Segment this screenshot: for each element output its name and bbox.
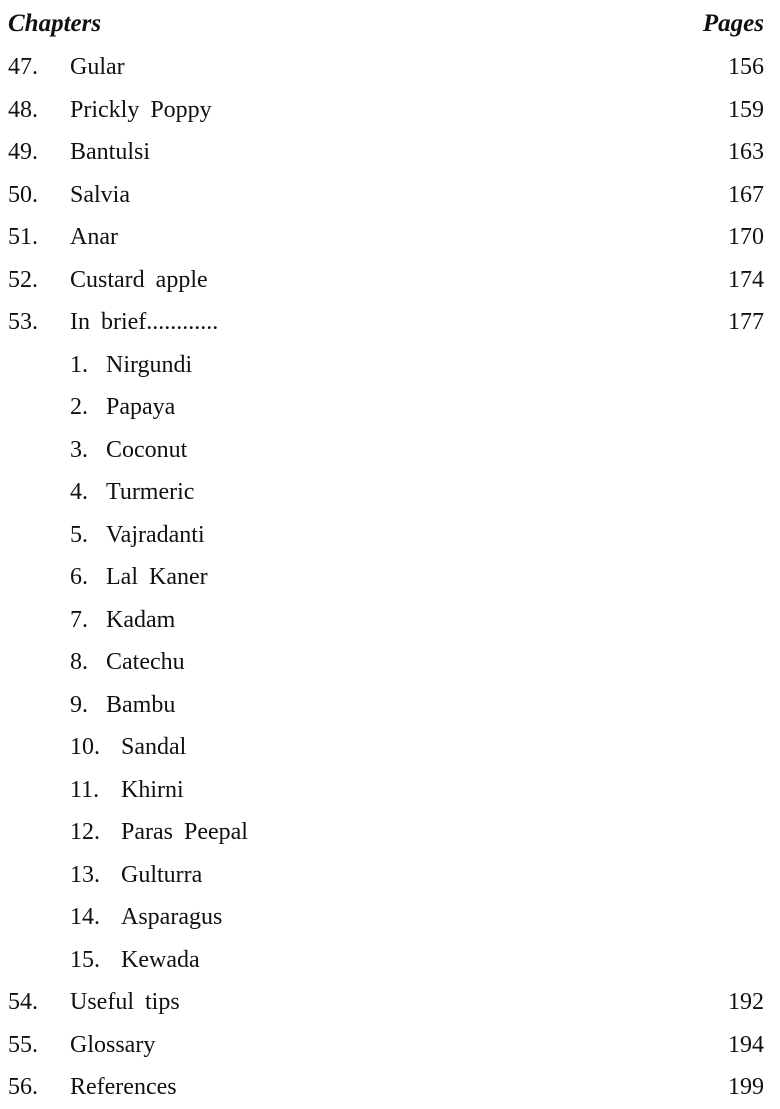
toc-subentry xyxy=(0,599,780,642)
subentry-number: 13. xyxy=(70,861,100,888)
page-number: 192 xyxy=(728,989,764,1015)
chapter-number: 55. xyxy=(8,1031,38,1058)
subentry-title: Lal Kaner xyxy=(106,564,208,590)
chapter-number: 49. xyxy=(8,139,38,165)
subentry-title: Kewada xyxy=(121,946,200,973)
subentry-title: Turmeric xyxy=(106,479,195,505)
subentry-number: 2. xyxy=(70,394,88,420)
toc-subentry xyxy=(0,939,780,982)
chapter-number: 51. xyxy=(8,224,38,250)
page-number: 156 xyxy=(728,54,764,80)
chapter-title: Glossary xyxy=(70,1031,156,1058)
page-number: 167 xyxy=(728,181,764,208)
chapter-title: Useful tips xyxy=(70,989,180,1015)
chapter-number: 53. xyxy=(8,309,38,335)
subentry-title: Vajradanti xyxy=(106,521,205,548)
toc-subentry xyxy=(0,344,780,387)
subentry-title: Bambu xyxy=(106,691,176,718)
subentry-title: Paras Peepal xyxy=(121,819,248,845)
subentry-title: Sandal xyxy=(121,734,187,760)
subentry-number: 8. xyxy=(70,649,88,675)
toc-subentry xyxy=(0,726,780,769)
subentry-title: Kadam xyxy=(106,606,176,633)
page-number: 170 xyxy=(728,224,764,250)
toc-subentry xyxy=(0,429,780,472)
toc-entry xyxy=(0,1066,780,1109)
toc-subentry xyxy=(0,769,780,812)
toc-entry xyxy=(0,89,780,132)
chapter-title: Salvia xyxy=(70,181,130,208)
chapter-title: Bantulsi xyxy=(70,139,151,165)
toc-entry xyxy=(0,1024,780,1067)
subentry-title: Asparagus xyxy=(121,904,223,930)
chapter-number: 54. xyxy=(8,989,38,1015)
chapter-number: 50. xyxy=(8,181,38,208)
toc-entry xyxy=(0,259,780,302)
subentry-number: 1. xyxy=(70,351,88,378)
chapter-title: Anar xyxy=(70,224,118,250)
toc-entry xyxy=(0,301,780,344)
chapter-number: 48. xyxy=(8,96,38,123)
subentry-number: 10. xyxy=(70,734,100,760)
subentry-number: 12. xyxy=(70,819,100,845)
subentry-number: 14. xyxy=(70,904,100,930)
subentry-number: 5. xyxy=(70,521,88,548)
chapter-number: 56. xyxy=(8,1074,38,1100)
toc-subentry xyxy=(0,386,780,429)
chapter-number: 52. xyxy=(8,266,38,293)
toc-subentry xyxy=(0,854,780,897)
subentry-number: 11. xyxy=(70,776,100,803)
chapter-title: References xyxy=(70,1074,177,1100)
toc-header xyxy=(0,3,780,46)
subentry-number: 4. xyxy=(70,479,88,505)
chapter-number: 47. xyxy=(8,54,38,80)
page-number: 163 xyxy=(728,139,764,165)
chapter-title: Gular xyxy=(70,54,125,80)
page-number: 194 xyxy=(728,1031,764,1058)
subentry-title: Papaya xyxy=(106,394,176,420)
chapter-title: In brief............ xyxy=(70,309,219,335)
subentry-number: 6. xyxy=(70,564,88,590)
subentry-number: 9. xyxy=(70,691,88,718)
subentry-number: 15. xyxy=(70,946,100,973)
pages-heading: Pages xyxy=(702,10,764,37)
toc-entry xyxy=(0,46,780,89)
chapter-title: Prickly Poppy xyxy=(70,96,212,123)
toc-subentry xyxy=(0,641,780,684)
subentry-title: Nirgundi xyxy=(106,351,193,378)
chapter-title: Custard apple xyxy=(70,266,208,293)
toc-subentry xyxy=(0,811,780,854)
toc-subentry xyxy=(0,556,780,599)
toc-entry xyxy=(0,216,780,259)
page-number: 159 xyxy=(728,96,764,123)
toc-subentry xyxy=(0,471,780,514)
subentry-title: Catechu xyxy=(106,649,185,675)
subentry-title: Gulturra xyxy=(121,861,203,888)
toc-subentry xyxy=(0,514,780,557)
toc-entry xyxy=(0,981,780,1024)
page-number: 177 xyxy=(728,309,764,335)
toc-entry xyxy=(0,131,780,174)
toc-entry xyxy=(0,174,780,217)
subentry-title: Khirni xyxy=(121,776,184,803)
page-number: 199 xyxy=(728,1074,764,1100)
chapters-heading: Chapters xyxy=(8,10,102,37)
subentry-number: 3. xyxy=(70,436,88,463)
subentry-title: Coconut xyxy=(106,436,188,463)
subentry-number: 7. xyxy=(70,606,88,633)
toc-subentry xyxy=(0,896,780,939)
toc-subentry xyxy=(0,684,780,727)
page-number: 174 xyxy=(728,266,764,293)
